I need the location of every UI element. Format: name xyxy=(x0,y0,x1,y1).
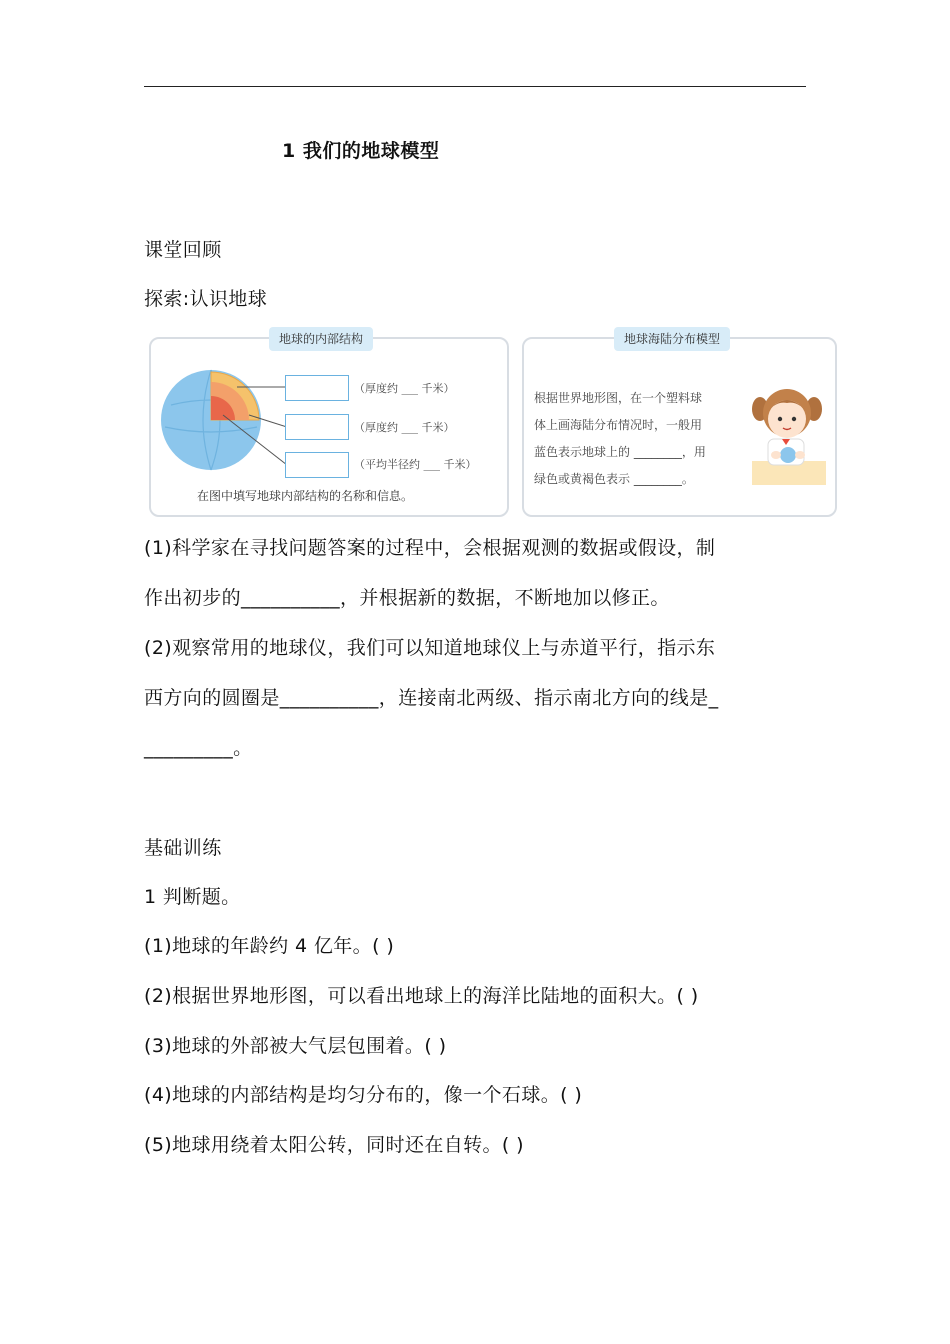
section-heading-basic: 基础训练 xyxy=(144,837,222,859)
girl-illustration xyxy=(752,381,828,485)
land-sea-text-line: 根据世界地形图，在一个塑料球 xyxy=(534,391,703,405)
question-2-line-1: (2)观察常用的地球仪，我们可以知道地球仪上与赤道平行，指示东 xyxy=(144,637,716,659)
figure-tag-land-sea: 地球海陆分布模型 xyxy=(614,327,730,351)
header-rule xyxy=(144,86,806,87)
answer-box-mantle[interactable] xyxy=(285,414,349,440)
section-heading-review: 课堂回顾 xyxy=(144,239,222,261)
answer-box-crust[interactable] xyxy=(285,375,349,401)
question-2-line-2: 西方向的圆圈是__________，连接南北两级、指示南北方向的线是_ xyxy=(144,687,719,709)
land-sea-text-line: 体上画海陆分布情况时，一般用 xyxy=(534,418,703,432)
question-1-line-1: (1)科学家在寻找问题答案的过程中，会根据观测的数据或假设，制 xyxy=(144,537,716,559)
question-1-line-2: 作出初步的__________，并根据新的数据，不断地加以修正。 xyxy=(144,587,670,609)
figure-land-sea-model xyxy=(522,332,837,517)
land-sea-text-line: 蓝色表示地球上的 ________，用 xyxy=(534,445,706,459)
figure-tag-structure: 地球的内部结构 xyxy=(269,327,373,351)
land-sea-text-line: 绿色或黄褐色表示 ________。 xyxy=(534,472,694,486)
answer-box-core[interactable] xyxy=(285,452,349,478)
judgement-item-4: (4)地球的内部结构是均匀分布的，像一个石球。( ) xyxy=(144,1084,583,1106)
label-mantle-thickness: （厚度约 ___ 千米） xyxy=(354,421,455,434)
question-2-line-3: _________。 xyxy=(144,737,253,759)
judgement-item-3: (3)地球的外部被大气层包围着。( ) xyxy=(144,1035,447,1057)
judgement-item-5: (5)地球用绕着太阳公转，同时还在自转。( ) xyxy=(144,1134,524,1156)
judgement-item-1: (1)地球的年龄约 4 亿年。( ) xyxy=(144,935,395,957)
page-title: 1 我们的地球模型 xyxy=(282,140,440,162)
task-judgement: 1 判断题。 xyxy=(144,886,241,908)
land-sea-text xyxy=(534,385,749,493)
label-core-radius: （平均半径约 ___ 千米） xyxy=(354,458,477,471)
figure-earth-structure xyxy=(149,332,509,517)
judgement-item-2: (2)根据世界地形图，可以看出地球上的海洋比陆地的面积大。( ) xyxy=(144,985,699,1007)
label-crust-thickness: （厚度约 ___ 千米） xyxy=(354,382,455,395)
earth-cross-section-illustration xyxy=(157,365,287,475)
figure-caption-structure: 在图中填写地球内部结构的名称和信息。 xyxy=(197,489,414,503)
explore-label: 探索:认识地球 xyxy=(144,288,268,310)
